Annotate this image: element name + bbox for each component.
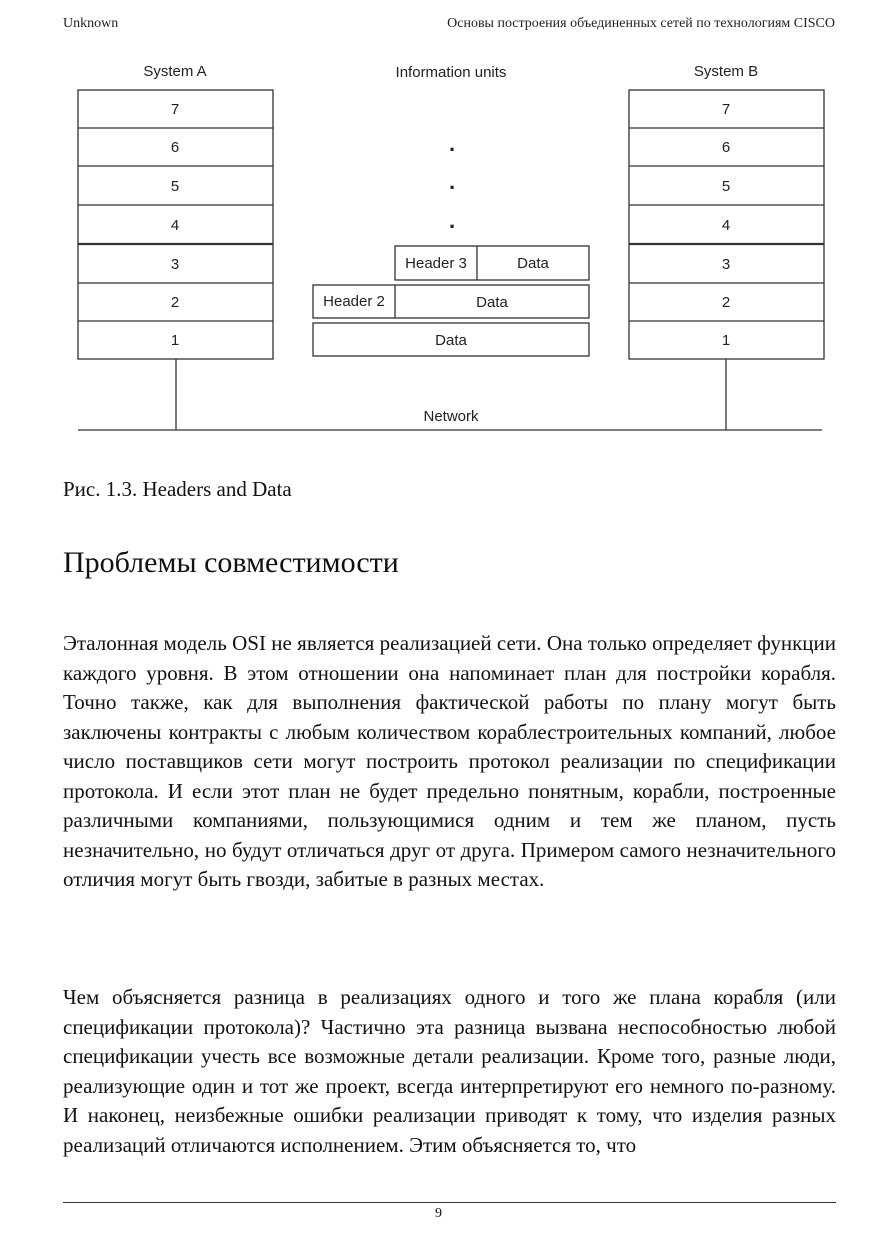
paragraph-2: Чем объясняется разница в реализациях одного и того же плана корабля (или спецификации протокола)? Частично эта разница вызвана неспособностью любой спецификации учесть все возможные детали реализации. Кроме того, разные люди, реализующие один и тот же проект, всегда интерпретируют его немного по-разному. И наконец, неизбежные ошибки реализации приводят к тому, что изделия разных реализаций отличаются исполнением. Этим объясняется то, что <box>63 985 836 1157</box>
network-label: Network <box>423 408 479 425</box>
page-number: 9 <box>435 1206 442 1221</box>
system-b-layer-6: 6 <box>721 139 731 156</box>
running-header-right: Основы построения объединенных сетей по технологиям CISCO <box>447 16 835 31</box>
layer1-data-label: Data <box>435 332 467 349</box>
paragraph-1: Эталонная модель OSI не является реализацией сети. Она только определяет функции каждого уровня. В этом отношении она напоминает план для постройки корабля. Точно также, как для выполнения фактической работы по плану могут быть заключены контракты с любым количеством кораблестроительных компаний, любое число поставщиков сети могут построить протокол реализации по спецификации протокола. И если этот план не будет предельно понятным, корабли, построенные различными компаниями, пользующимися одним и тем же планом, пусть незначительно, но будут отличаться друг от друга. Примером самого незначительного отличия могут быть гвозди, забитые в разных местах. <box>63 631 836 891</box>
system-a-layer-2: 2 <box>170 294 180 311</box>
running-header-left: Unknown <box>63 16 119 31</box>
system-b-layer-7: 7 <box>721 101 731 118</box>
ellipsis-dot-1: . <box>448 131 456 156</box>
header-3-label: Header 3 <box>405 255 467 272</box>
system-b-layer-4: 4 <box>721 217 731 234</box>
system-a-layer-1: 1 <box>170 332 180 349</box>
system-a-layer-6: 6 <box>170 139 180 156</box>
osi-headers-data-diagram <box>0 55 877 445</box>
system-b-layer-2: 2 <box>721 294 731 311</box>
information-units-label: Information units <box>395 64 507 81</box>
layer3-data-label: Data <box>517 255 549 272</box>
system-a-layer-4: 4 <box>170 217 180 234</box>
figure-caption: Рис. 1.3. Headers and Data <box>63 477 292 501</box>
ellipsis-dot-3: . <box>448 208 456 233</box>
system-a-layer-3: 3 <box>170 256 180 273</box>
layer2-data-label: Data <box>476 294 508 311</box>
section-title: Проблемы совместимости <box>63 546 399 579</box>
ellipsis-dot-2: . <box>448 169 456 194</box>
footer-divider <box>63 1202 836 1203</box>
system-a-layer-5: 5 <box>170 178 180 195</box>
system-b-label: System B <box>693 63 759 80</box>
system-b-layer-5: 5 <box>721 178 731 195</box>
system-a-layer-7: 7 <box>170 101 180 118</box>
system-b-layer-3: 3 <box>721 256 731 273</box>
system-b-layer-1: 1 <box>721 332 731 349</box>
system-a-label: System A <box>143 63 207 80</box>
header-2-label: Header 2 <box>323 293 385 310</box>
